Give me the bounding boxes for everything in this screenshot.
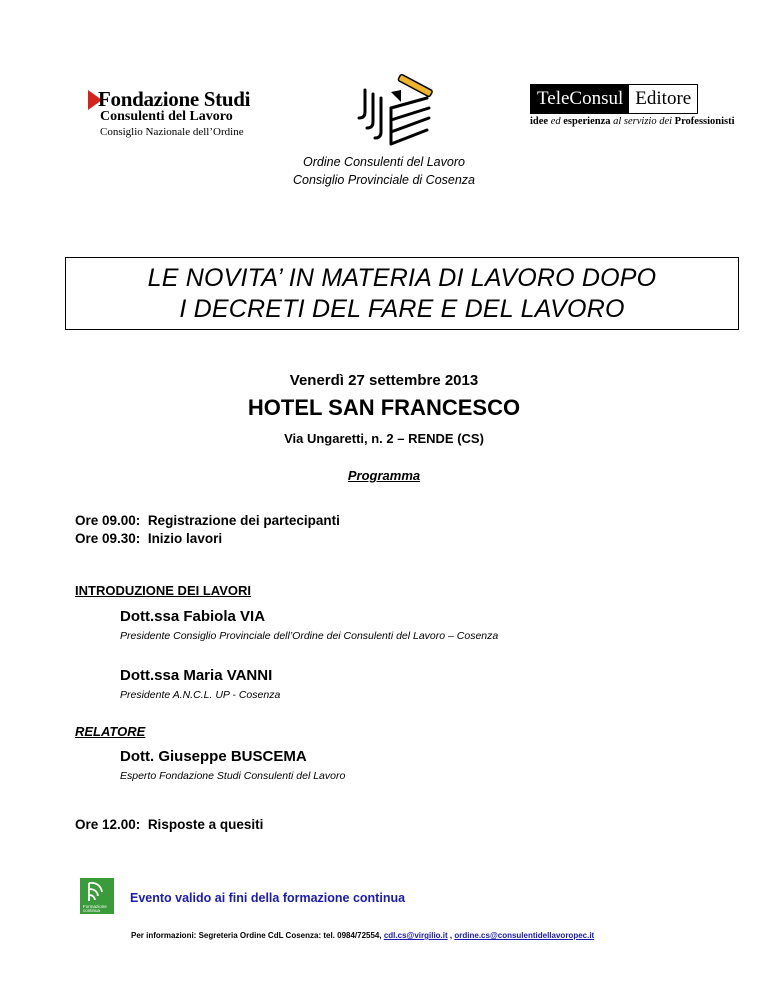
tagline-part: Professionisti [674, 116, 735, 127]
teleconsul-tagline [530, 116, 735, 127]
speaker-role: Presidente Consiglio Provinciale dell’Ordine dei Consulenti del Lavoro – Cosenza [120, 630, 499, 642]
leaf-icon [80, 878, 114, 914]
tagline-part: al servizio dei [613, 116, 673, 127]
speaker-role: Presidente A.N.C.L. UP - Cosenza [120, 689, 281, 701]
organizer-line-2: Consiglio Provinciale di Cosenza [292, 173, 476, 187]
schedule-text: Registrazione dei partecipanti [147, 513, 340, 528]
formazione-continua-badge-icon [80, 878, 114, 914]
schedule-text: Inizio lavori [147, 531, 223, 546]
speaker-name: Dott.ssa Maria VANNI [120, 667, 273, 684]
badge-text: Formazione [83, 904, 107, 909]
event-title-line-2: I DECRETI DEL FARE E DEL LAVORO [179, 295, 625, 323]
programma-heading [0, 468, 768, 483]
separator: , [449, 931, 453, 940]
email-link-virgilio[interactable]: cdl.cs@virgilio.it [383, 931, 448, 940]
tagline-part: idee [530, 116, 549, 127]
event-title-line-1: LE NOVITA’ IN MATERIA DI LAVORO DOPO [147, 264, 657, 292]
fondazione-logo-subtitle: Consulenti del Lavoro [100, 109, 233, 124]
stylized-stairs-pen-logo-icon [355, 68, 437, 150]
organizer-line-1: Ordine Consulenti del Lavoro [303, 155, 465, 169]
editore-text: Editore [635, 88, 692, 109]
email-link-pec[interactable]: ordine.cs@consulentidellavoropec.it [454, 931, 595, 940]
speaker-name: Dott.ssa Fabiola VIA [120, 608, 266, 625]
tagline-part: ed [550, 116, 561, 127]
event-validity-note: Evento valido ai fini della formazione continua [130, 891, 406, 905]
fondazione-studi-logo [88, 87, 278, 140]
schedule-item [75, 513, 340, 528]
tagline-part: esperienza [563, 116, 611, 127]
relatore-heading: RELATORE [75, 724, 146, 739]
event-venue: HOTEL SAN FRANCESCO [247, 395, 521, 420]
contact-info [131, 931, 594, 940]
event-address: Via Ungaretti, n. 2 – RENDE (CS) [284, 431, 484, 446]
schedule-time: Ore 09.00: [75, 513, 141, 528]
schedule-item-closing [75, 817, 263, 832]
schedule-time: Ore 12.00: [75, 817, 141, 832]
relatore-name: Dott. Giuseppe BUSCEMA [120, 748, 307, 765]
schedule-text: Risposte a quesiti [147, 817, 264, 832]
intro-heading: INTRODUZIONE DEI LAVORI [75, 583, 251, 598]
event-title-box [65, 257, 739, 330]
contact-info-text: Per informazioni: Segreteria Ordine CdL Cosenza: tel. 0984/72554, [131, 931, 382, 940]
fondazione-logo-caption: Consiglio Nazionale dell’Ordine [100, 126, 244, 138]
teleconsul-editore-logo [530, 84, 735, 128]
fondazione-logo-title: Fondazione Studi [98, 87, 251, 111]
event-date: Venerdì 27 settembre 2013 [289, 372, 479, 389]
relatore-role: Esperto Fondazione Studi Consulenti del Lavoro [120, 770, 346, 782]
programma-label: Programma [347, 468, 421, 483]
teleconsul-text: TeleConsul [531, 85, 629, 113]
teleconsul-wordmark [530, 84, 698, 114]
schedule-item [75, 531, 222, 546]
badge-text: continua [83, 908, 101, 913]
schedule-time: Ore 09.30: [75, 531, 141, 546]
